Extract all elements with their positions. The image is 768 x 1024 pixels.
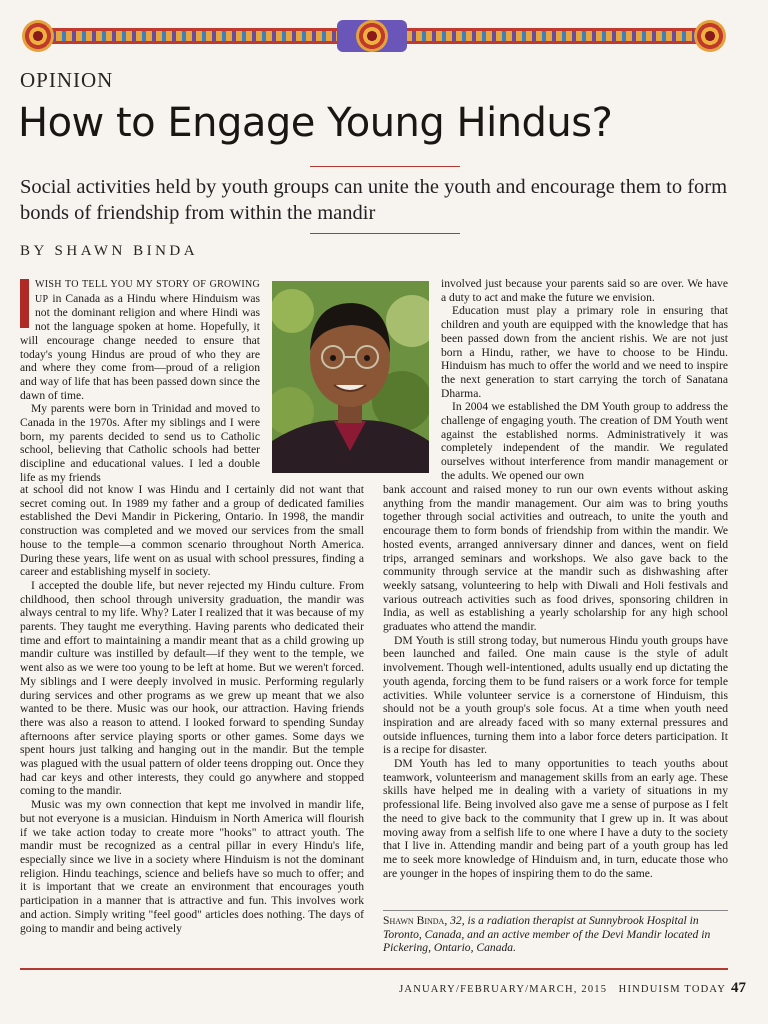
deck: Social activities held by youth groups can unite the youth and encourage them to form bonds of friendship from within the mandir <box>20 176 728 224</box>
portrait-illustration <box>272 281 429 473</box>
headline-rule <box>310 166 460 167</box>
paragraph: at school did not know I was Hindu and I certainly did not want that secret coming out. In 1989 my father and a group of dedicated families established the Devi Mandir in Pickering, Ontario. In 1998, the mandir construction was completed and we moved our services from the small house to the temple—a common scenario throughout North America. During these years, life went on as usual with school pressures, finding a career and establishing myself in society. <box>20 483 364 579</box>
column-right-bottom <box>383 483 728 880</box>
byline: BY SHAWN BINDA <box>20 243 199 259</box>
deck-rule <box>310 233 460 234</box>
paragraph: DM Youth is still strong today, but numerous Hindu youth groups have been launched and failed. One main cause is the style of adult involvement. Though well-intentioned, adults usually end up dictating the youth agenda, forcing them to be fund raisers or a work force for temple activities. While volunteer service is a cornerstone of Hinduism, this should not be a youth group's sole focus. At a time when youth need inspiration and are already faced with so many external pressures and outside influences, turning them into a labor force deters participation. It is a recipe for disaster. <box>383 633 728 757</box>
paragraph: involved just because your parents said so are over. We have a duty to act and make the future we envision. <box>441 277 728 304</box>
rosette-center-icon <box>356 20 388 52</box>
rosette-right-icon <box>694 20 726 52</box>
section-label: OPINION <box>20 68 114 92</box>
page-number: 47 <box>731 980 746 996</box>
footer-issue: JANUARY/FEBRUARY/MARCH, 2015 HINDUISM TODAY <box>399 984 726 995</box>
footer-rule <box>20 968 728 970</box>
column-left-bottom <box>20 483 364 935</box>
lead-paragraph <box>20 277 260 402</box>
paragraph: My parents were born in Trinidad and moved to Canada in the 1970s. After my siblings and I were born, my parents decided to send us to Catholic school, believing that Catholic schools had better discipline and educational values. I led a double life as my friends <box>20 402 260 484</box>
decorative-border <box>22 18 726 54</box>
bio-name: Shawn Binda <box>383 914 445 927</box>
paragraph: Music was my own connection that kept me involved in mandir life, but not everyone is a musician. Hinduism in North America will flourish if we take action today to create more "hooks" to attract youth. The mandir must be recognized as a central pillar in every Hindu's life, especially since we live in a society where Hinduism is not the dominant religion. Hindu teachings, science and beliefs have so much to offer; and it is important that we create an environment that encourages youth participation in a manner that is attractive and fun. This involves work and action. Simply writing "feel good" articles does nothing. The days of going to mandir and being actively <box>20 798 364 935</box>
paragraph: Education must play a primary role in ensuring that children and youth are equipped with the knowledge that has been passed down from the ancient rishis. We are not just born a Hindu, rather, we have to choose to be Hindu. Hinduism has much to offer the world and we need to inspire the next generation to start carrying the torch of Sanatana Dharma. <box>441 304 728 400</box>
bio-text: , 32, is a radiation therapist at Sunnybrook Hospital in Toronto, Canada, and an active member of the Devi Mandir located in Pickering, Ontario, Canada. <box>383 914 711 955</box>
paragraph: In 2004 we established the DM Youth group to address the challenge of engaging youth. The creation of DM Youth went against the established norms. Administratively it was completely independent of the mandir. We regulated ourselves without interference from mandir management or the adults. We opened our own <box>441 400 728 482</box>
lead-text: in Canada as a Hindu where Hinduism was not the dominant religion and where Hindi was not the language spoken at home. Hopefully, it will encourage change needed to ensure that today's young Hindus are proud of who they are and where they come from—proud of a religion and way of life that has been passed down since the dawn of time. <box>20 291 260 402</box>
paragraph: I accepted the double life, but never rejected my Hindu culture. From childhood, then school through university graduation, the mandir was always central to my life. Why? Later I realized that it was because of my parents. They taught me everything. Having parents who dedicated their time and effort to maintaining a mandir meant that as a child growing up mandir culture was instilled by default—if they went to the temple, we went also as we were too young to be left at home. But we weren't forced. My siblings and I were deeply involved in music. Performing regularly during services and other programs as we grew up meant that we also wanted to be there. Music was our hook, our attraction. Having friends there was also a reason to attend. I looked forward to spending Sunday afternoons after service playing sports or other games. Some days we spent hours just talking and hanging out in the mandir. But the temple was plagued with the usual pattern of older teens dropping out. Once they had car keys and other interests, they could go anywhere and stopped coming to the mandir. <box>20 578 364 798</box>
lead-smallcaps: WISH TO TELL YOU MY STORY OF GROWING UP <box>35 279 260 305</box>
paragraph: bank account and raised money to run our own events without asking anything from the mandir management. Our aim was to bring youths together through social activities and outreach, to unite the youth and encourage them to form bonds of friendship from within the mandir. We hosted events, arranged anniversary dinner and dances, went on field trips, arranged seminars and workshops. We also gave back to the community through service at the mandir such as dishwashing after weekly satsang, volunteering to help with Diwali and Holi festivals and various outreach activities such as food drives, sponsoring children in India, as well as establishing a yearly scholarship for any high school graduates who attend the mandir. <box>383 483 728 634</box>
column-left-top <box>20 277 260 485</box>
headline: How to Engage Young Hindus? <box>18 100 613 146</box>
rosette-left-icon <box>22 20 54 52</box>
author-bio <box>383 914 728 955</box>
paragraph: DM Youth has led to many opportunities to teach youths about teamwork, volunteerism and management skills from an early age. These skills have helped me in dealing with a variety of situations in my professional life. Being involved also gave me a sense of purpose as I felt the need to give back to the community that I grew up in. It was about moving away from a selfish life to one where I have a duty to the society that I live in. Attending mandir and being part of a youth group has led me to seek more knowledge of Hinduism and, in turn, educate those who are younger in the hopes of inspiring them to do the same. <box>383 757 728 880</box>
bio-rule <box>383 910 728 911</box>
column-right-top <box>441 277 728 483</box>
author-photo <box>272 281 429 473</box>
dropcap-ornament <box>20 279 29 328</box>
